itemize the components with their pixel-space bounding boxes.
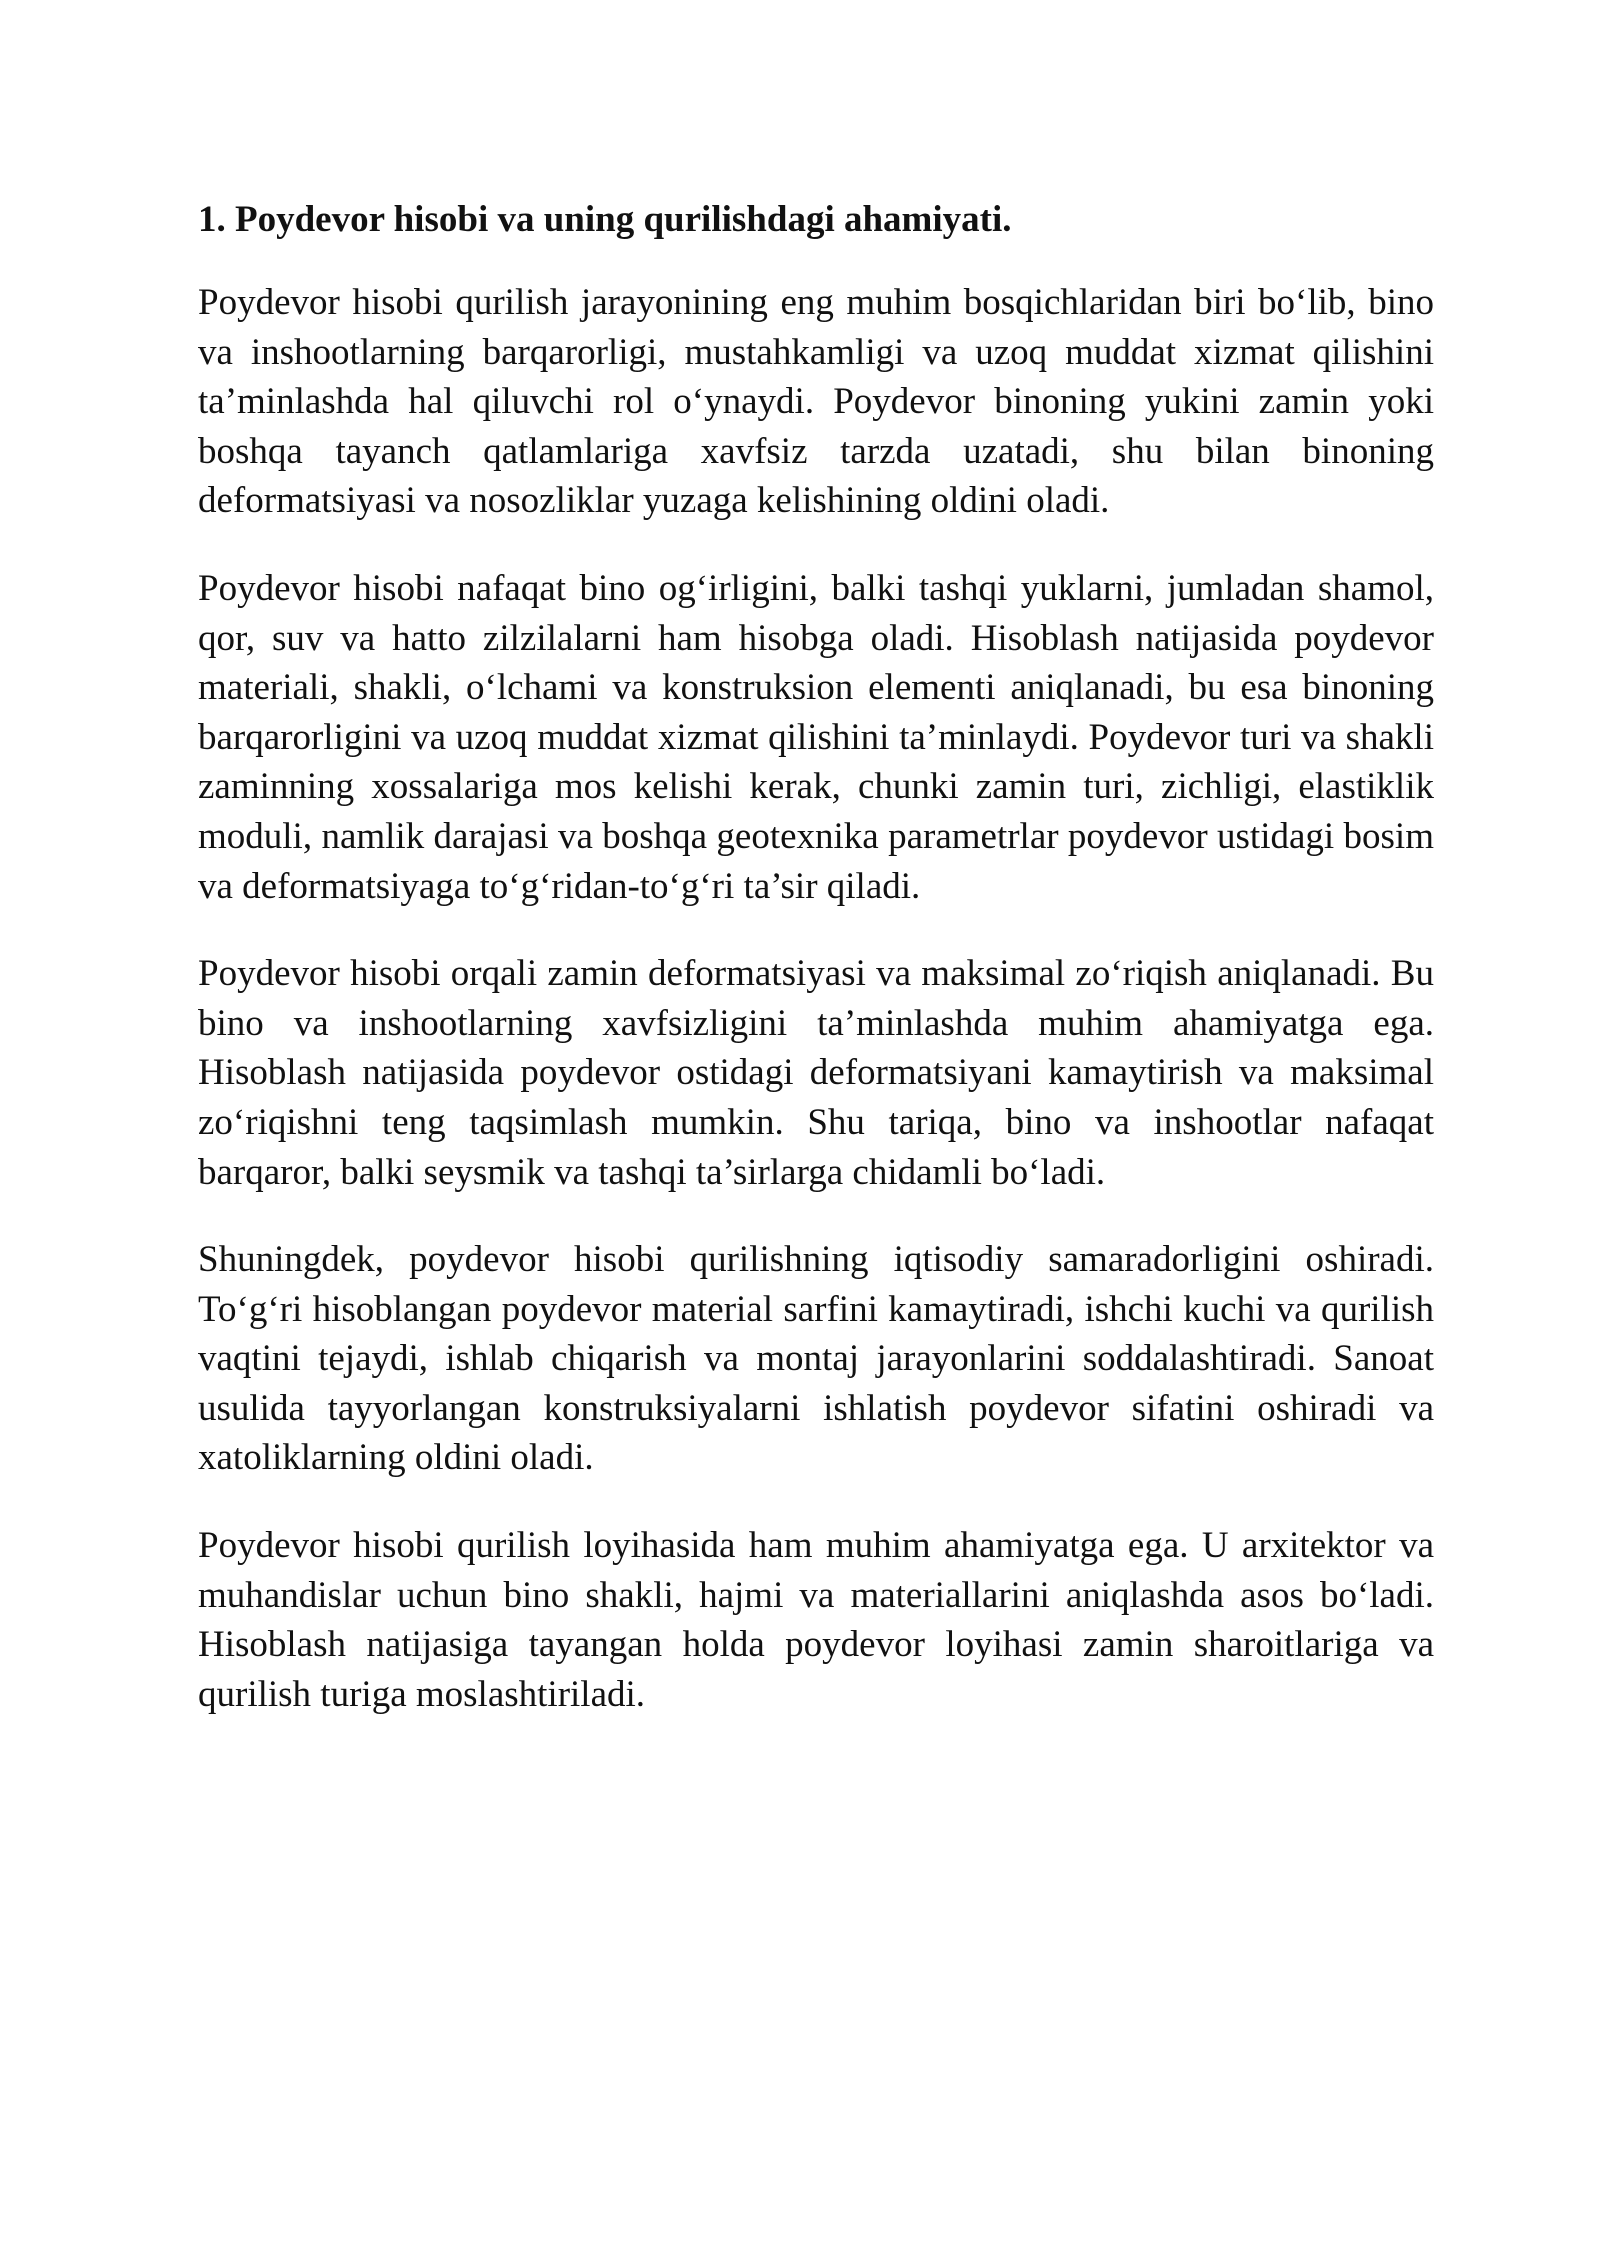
paragraph-2: Poydevor hisobi nafaqat bino og‘irligini, balki tashqi yuklarni, jumladan shamol, qor, suv va hatto zilzilalarni ham hisobga oladi. Hisoblash natijasida poydevor materiali, shakli, o‘lchami va konstruksion elementi aniqlanadi, bu esa binoning barqarorligini va uzoq muddat xizmat qilishini ta’minlaydi. Poydevor turi va shakli zaminning xossalariga mos kelishi kerak, chunki zamin turi, zichligi, elastiklik moduli, namlik darajasi va boshqa geotexnika parametrlar poydevor ustidagi bosim va deformatsiyaga to‘g‘ridan-to‘g‘ri ta’sir qiladi. [198,567,1434,907]
paragraph-5: Poydevor hisobi qurilish loyihasida ham muhim ahamiyatga ega. U arxitektor va muhandislar uchun bino shakli, hajmi va materiallarini aniqlashda asos bo‘ladi. Hisoblash natijasiga tayangan holda poydevor loyihasi zamin sharoitlariga va qurilish turiga moslashtiriladi. [198,1525,1434,1715]
paragraph-4: Shuningdek, poydevor hisobi qurilishning iqtisodiy samaradorligini oshiradi. To‘g‘ri hisoblangan poydevor material sarfini kamaytiradi, ishchi kuchi va qurilish vaqtini tejaydi, ishlab chiqarish va montaj jarayonlarini soddalashtiradi. Sanoat usulida tayyorlangan konstruksiyalarni ishlatish poydevor sifatini oshiradi va xatoliklarning oldini oladi. [198,1239,1434,1479]
document-page [198,195,1434,1757]
paragraph-3: Poydevor hisobi orqali zamin deformatsiyasi va maksimal zo‘riqish aniqlanadi. Bu bino va inshootlarning xavfsizligini ta’minlashda muhim ahamiyatga ega. Hisoblash natijasida poydevor ostidagi deformatsiyani kamaytirish va maksimal zo‘riqishni teng taqsimlash mumkin. Shu tariqa, bino va inshootlar nafaqat barqaror, balki seysmik va tashqi ta’sirlarga chidamli bo‘ladi. [198,953,1434,1193]
section-heading: 1. Poydevor hisobi va uning qurilishdagi ahamiyati. [198,199,1012,240]
paragraph-1: Poydevor hisobi qurilish jarayonining eng muhim bosqichlaridan biri bo‘lib, bino va inshootlarning barqarorligi, mustahkamligi va uzoq muddat xizmat qilishini ta’minlashda hal qiluvchi rol o‘ynaydi. Poydevor binoning yukini zamin yoki boshqa tayanch qatlamlariga xavfsiz tarzda uzatadi, shu bilan binoning deformatsiyasi va nosozliklar yuzaga kelishining oldini oladi. [198,282,1434,522]
